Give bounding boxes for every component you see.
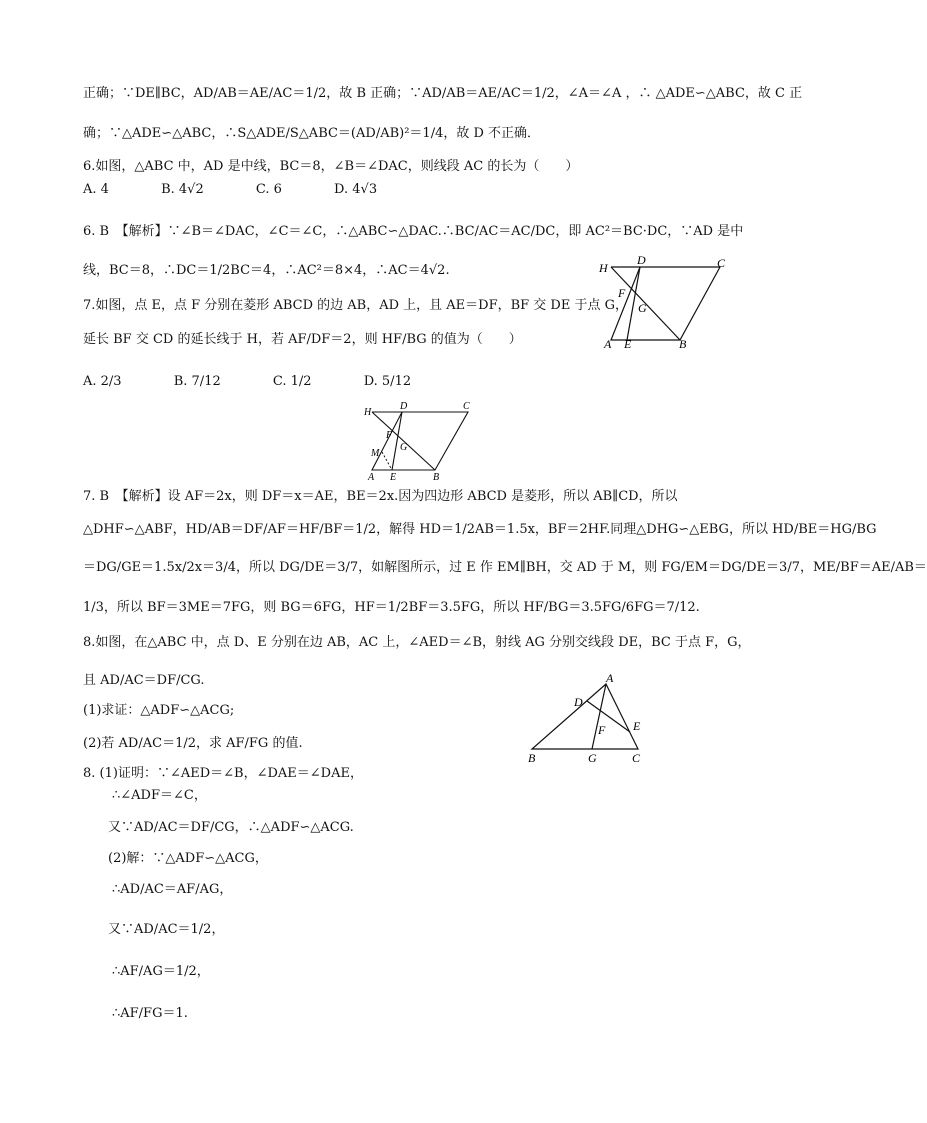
- answer-6-line-2: 线，BC＝8，∴DC＝1/2BC＝4，∴AC²＝8×4，∴AC＝4√2.: [83, 263, 450, 278]
- answer-7-line-3: ＝DG/GE＝1.5x/2x＝3/4，所以 DG/DE＝3/7，如解图所示，过 E 作 EM∥BH，交 AD 于 M，则 FG/EM＝DG/DE＝3/7，ME/BF＝AE/AB＝: [83, 560, 927, 575]
- label-C: C: [632, 751, 641, 765]
- label-F: F: [386, 430, 393, 441]
- label-D: D: [574, 695, 583, 709]
- answer-8-line-5: ∴AD/AC＝AF/AG，: [112, 882, 233, 897]
- question-7-options: [83, 372, 459, 392]
- label-D: D: [637, 253, 646, 267]
- label-E: E: [390, 472, 397, 483]
- option-a: A. 4: [83, 182, 109, 197]
- answer-7-line-2: △DHF∽△ABF，HD/AB＝DF/AF＝HF/BF＝1/2，解得 HD＝1/2AB＝1.5x，BF＝2HF.同理△DHG∽△EBG，所以 HD/BE＝HG/BG: [83, 522, 877, 537]
- option-d: D. 5/12: [363, 374, 412, 389]
- answer-8-line-7: ∴AF/AG＝1/2，: [112, 964, 210, 979]
- label-A: A: [604, 337, 612, 351]
- question-6-options: [83, 180, 425, 200]
- question-8-part-2: (2)若 AD/AC＝1/2，求 AF/FG 的值.: [83, 736, 303, 751]
- label-B: B: [528, 751, 536, 765]
- label-E: E: [624, 337, 632, 351]
- answer-7-line-1: 7. B 【解析】设 AF＝2x，则 DF＝x＝AE，BE＝2x.因为四边形 ABCD 是菱形，所以 AB∥CD，所以: [83, 489, 678, 504]
- option-b: B. 4√2: [161, 182, 204, 197]
- answer-8-line-4: (2)解：∵△ADF∽△ACG，: [108, 851, 268, 866]
- label-D: D: [400, 401, 408, 412]
- answer-8-line-6: 又∵AD/AC＝1/2，: [108, 922, 225, 937]
- figure-q7-solution: [360, 400, 475, 482]
- question-8-line-2: 且 AD/AC＝DF/CG.: [83, 673, 205, 688]
- solution-line-2: 确；∵△ADE∽△ABC，∴S△ADE/S△ABC＝(AD/AB)²＝1/4，故 D 不正确．: [83, 126, 541, 141]
- label-G: G: [400, 442, 408, 453]
- label-H: H: [599, 261, 608, 275]
- label-G: G: [588, 751, 597, 765]
- option-d: D. 4√3: [334, 182, 378, 197]
- answer-8-line-3: 又∵AD/AC＝DF/CG，∴△ADF∽△ACG.: [108, 820, 354, 835]
- label-A: A: [606, 671, 614, 685]
- question-8-part-1: (1)求证：△ADF∽△ACG;: [83, 703, 235, 718]
- label-B: B: [433, 472, 440, 483]
- option-b: B. 7/12: [173, 374, 221, 389]
- answer-8-line-8: ∴AF/FG＝1.: [112, 1006, 188, 1021]
- question-7-line-1: 7.如图，点 E，点 F 分别在菱形 ABCD 的边 AB，AD 上，且 AE＝DF，BF 交 DE 于点 G，: [83, 298, 628, 313]
- label-M: M: [371, 448, 380, 459]
- option-c: C. 6: [255, 182, 282, 197]
- answer-8-line-1: 8. (1)证明：∵∠AED＝∠B，∠DAE＝∠DAE，: [83, 766, 363, 781]
- label-A: A: [368, 472, 375, 483]
- label-F: F: [598, 723, 606, 737]
- question-6: 6.如图，△ABC 中，AD 是中线，BC＝8，∠B＝∠DAC，则线段 AC 的长为（ ）: [83, 159, 579, 174]
- question-8-line-1: 8.如图，在△ABC 中，点 D、E 分别在边 AB，AC 上，∠AED＝∠B，射线 AG 分别交线段 DE，BC 于点 F，G，: [83, 635, 751, 650]
- label-F: F: [618, 286, 626, 300]
- option-a: A. 2/3: [83, 374, 122, 389]
- answer-7-line-4: 1/3，所以 BF＝3ME＝7FG，则 BG＝6FG，HF＝1/2BF＝3.5FG，所以 HF/BG＝3.5FG/6FG＝7/12.: [83, 600, 700, 615]
- solution-line-1: 正确；∵DE∥BC，AD/AB＝AE/AC＝1/2，故 B 正确；∵AD/AB＝AE/AC＝1/2，∠A＝∠A ，∴ △ADE∽△ABC，故 C 正: [83, 86, 803, 101]
- figure-q8: [520, 672, 650, 767]
- label-B: B: [679, 337, 687, 351]
- label-G: G: [638, 301, 647, 315]
- label-E: E: [633, 719, 641, 733]
- label-H: H: [364, 407, 372, 418]
- answer-8-line-2: ∴∠ADF＝∠C，: [112, 788, 207, 803]
- answer-6-line-1: 6. B 【解析】∵∠B＝∠DAC，∠C＝∠C，∴△ABC∽△DAC.∴BC/AC＝AC/DC，即 AC²＝BC·DC，∵AD 是中: [83, 224, 744, 239]
- label-C: C: [463, 401, 470, 412]
- option-c: C. 1/2: [272, 374, 312, 389]
- question-7-line-2: 延长 BF 交 CD 的延长线于 H，若 AF/DF＝2，则 HF/BG 的值为（ ）: [83, 332, 522, 347]
- label-C: C: [717, 256, 726, 270]
